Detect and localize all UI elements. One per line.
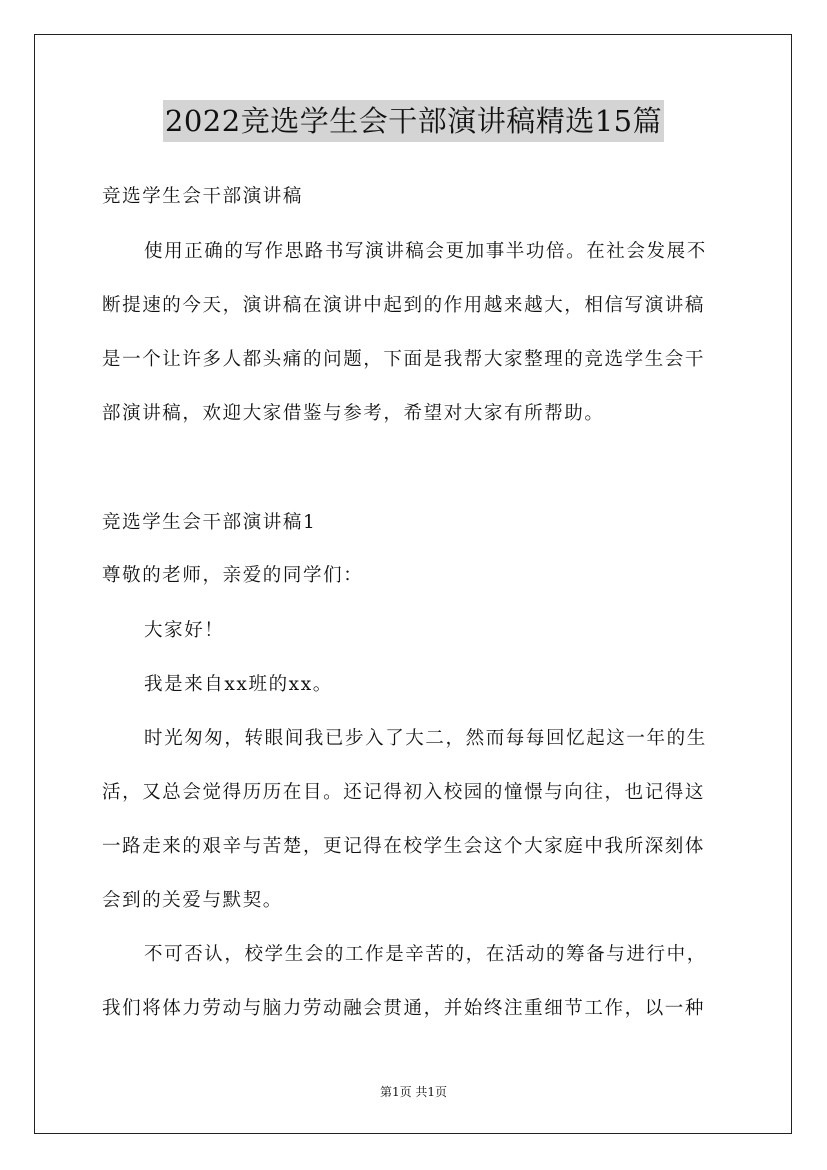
section-heading: 竞选学生会干部演讲稿 bbox=[102, 186, 304, 207]
speech-heading: 竞选学生会干部演讲稿1 bbox=[102, 512, 317, 533]
intro-line-2: 断提速的今天，演讲稿在演讲中起到的作用越来越大，相信写演讲稿 bbox=[102, 295, 706, 316]
intro-line-1: 使用正确的写作思路书写演讲稿会更加事半功倍。在社会发展不 bbox=[144, 241, 707, 262]
intro-line-4: 部演讲稿，欢迎大家借鉴与参考，希望对大家有所帮助。 bbox=[102, 403, 605, 424]
page-number: 第1页 共1页 bbox=[379, 1085, 448, 1099]
paragraph2-line-1: 不可否认，校学生会的工作是辛苦的，在活动的筹备与进行中， bbox=[144, 944, 707, 965]
paragraph2-line-2: 我们将体力劳动与脑力劳动融会贯通，并始终注重细节工作，以一种 bbox=[102, 998, 706, 1019]
title-container bbox=[0, 100, 827, 142]
paragraph1-line-4: 会到的关爱与默契。 bbox=[102, 890, 283, 911]
paragraph1-line-3: 一路走来的艰辛与苦楚，更记得在校学生会这个大家庭中我所深刻体 bbox=[102, 836, 706, 857]
paragraph1-line-2: 活，又总会觉得历历在目。还记得初入校园的憧憬与向往，也记得这 bbox=[102, 782, 706, 803]
paragraph1-line-1: 时光匆匆，转眼间我已步入了大二，然而每每回忆起这一年的生 bbox=[144, 728, 707, 749]
self-introduction: 我是来自xx班的xx。 bbox=[144, 674, 333, 695]
intro-line-3: 是一个让许多人都头痛的问题，下面是我帮大家整理的竞选学生会干 bbox=[102, 349, 706, 370]
greeting: 大家好！ bbox=[144, 620, 225, 641]
salutation: 尊敬的老师，亲爱的同学们： bbox=[102, 565, 364, 586]
document-title: 2022竞选学生会干部演讲稿精选15篇 bbox=[163, 100, 664, 142]
